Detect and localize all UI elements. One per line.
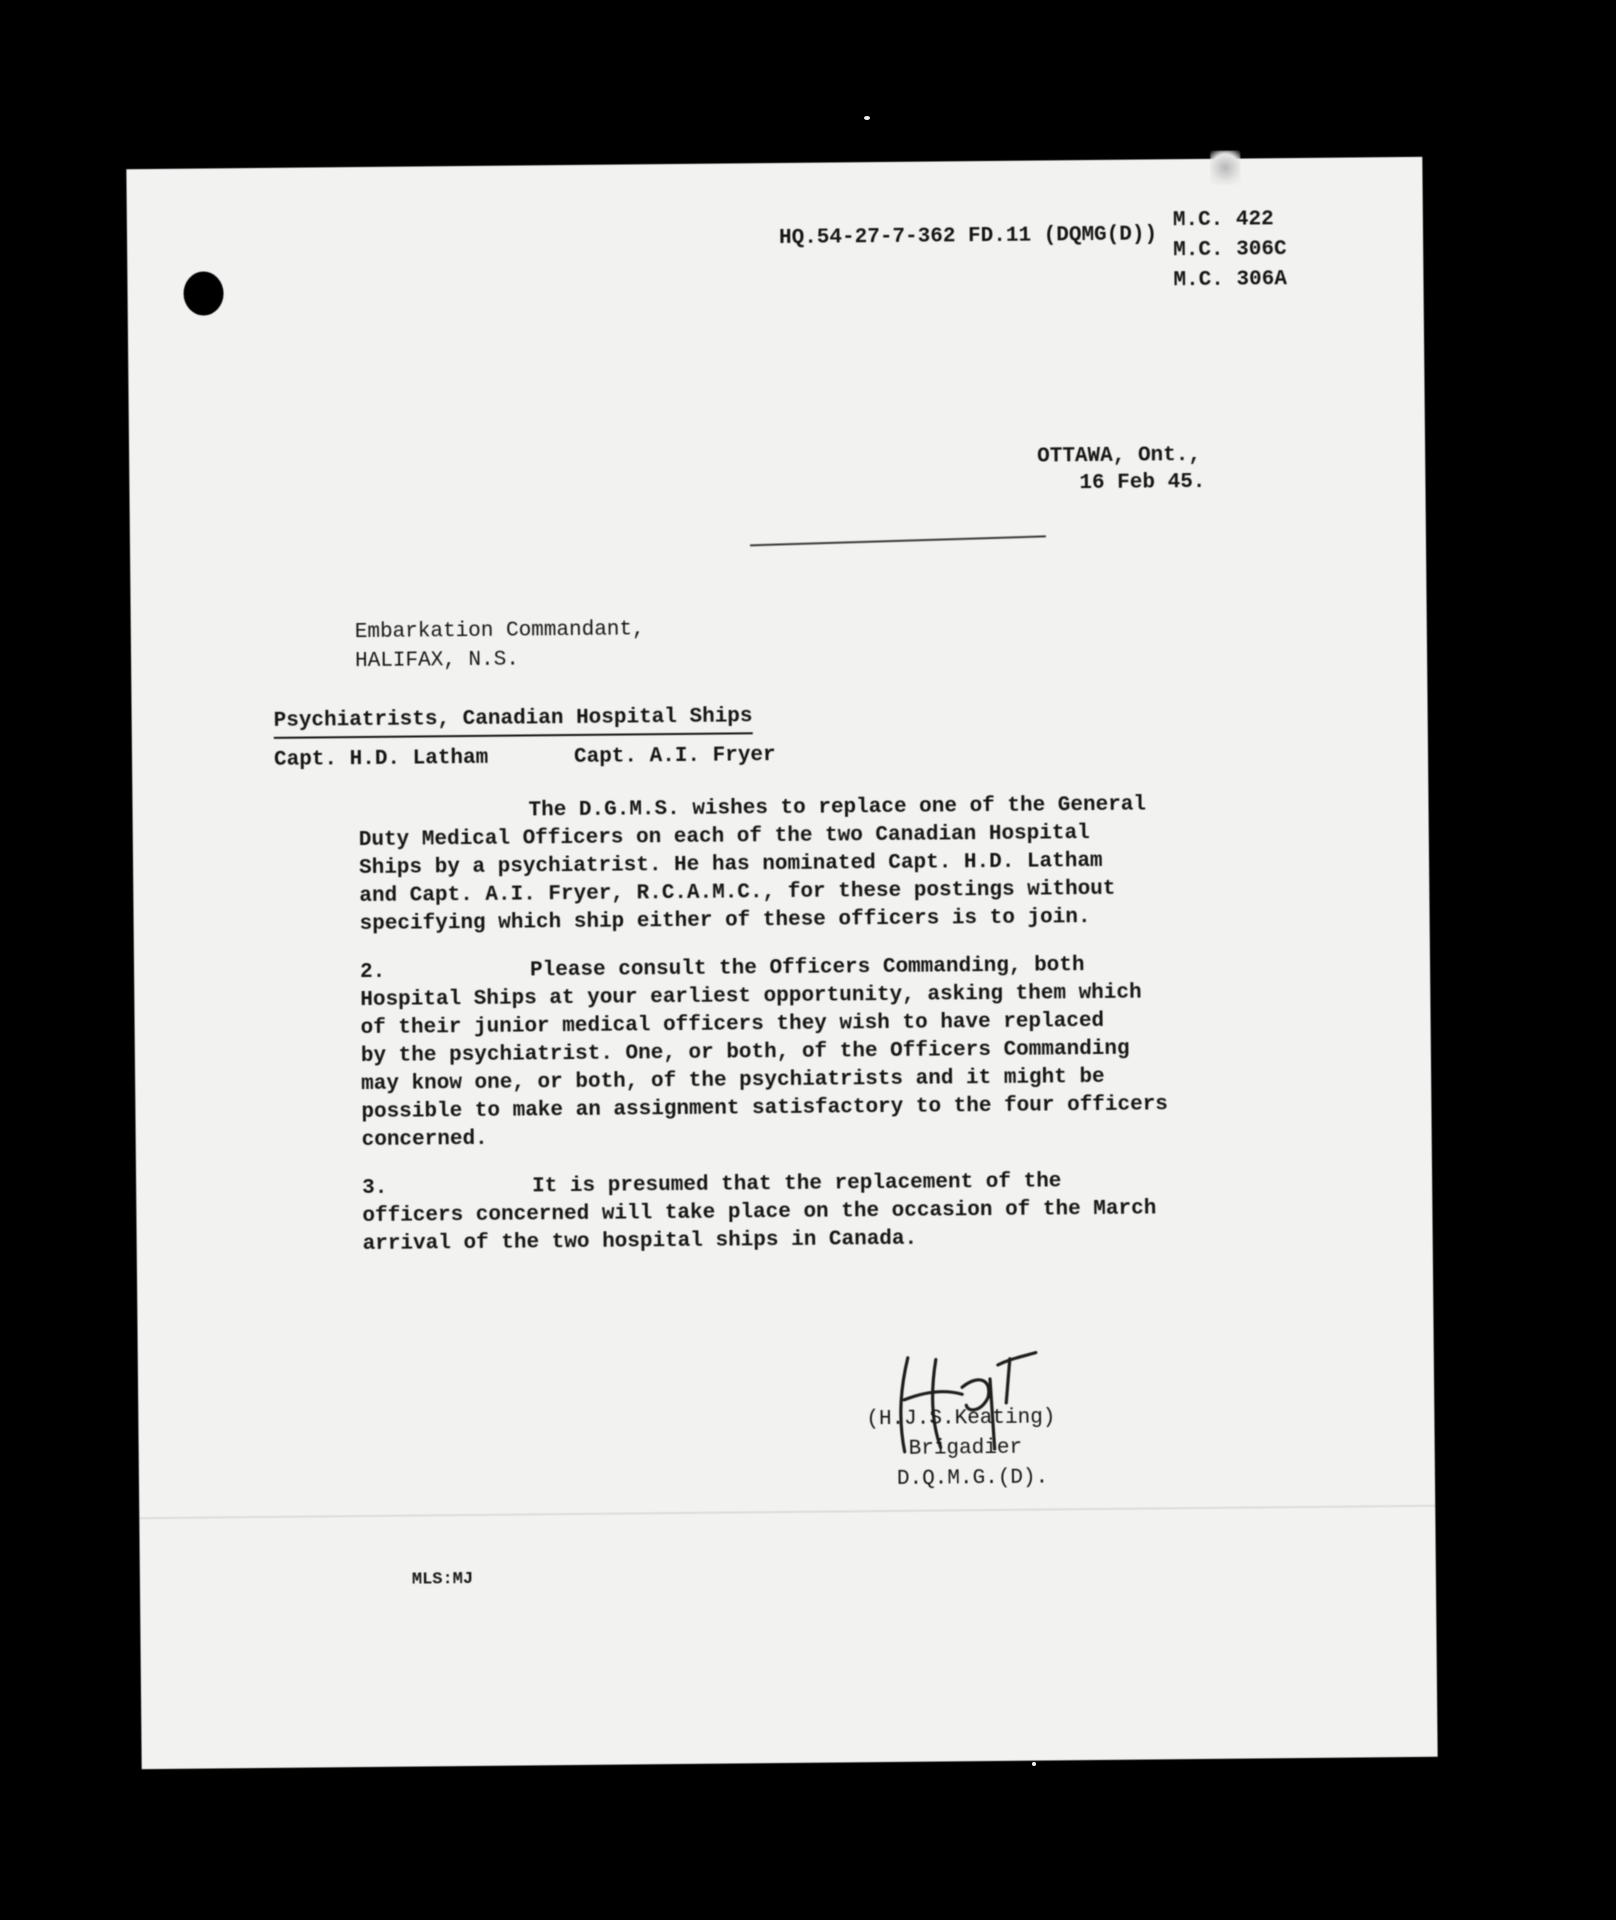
paragraph-3 — [362, 1167, 1169, 1259]
paragraph-line: specifying which ship either of these officers is to join. — [359, 906, 1091, 937]
place: OTTAWA, Ont., — [1037, 443, 1202, 469]
subject-block — [274, 703, 776, 774]
mc-reference: M.C. 422 — [1172, 208, 1274, 233]
paragraph-line: Hospital Ships at your earliest opportunity, asking them which — [360, 981, 1142, 1013]
paragraph-line: of their junior medical officers they wish to have replaced — [360, 1009, 1105, 1041]
paragraph-number: 2. — [359, 960, 386, 985]
mc-reference: M.C. 306C — [1173, 238, 1287, 263]
paragraph-line: and Capt. A.I. Fryer, R.C.A.M.C., for these postings without — [359, 877, 1116, 909]
signature-block — [866, 1404, 1056, 1496]
paragraph-1 — [358, 791, 1166, 939]
paragraph-line: Ships by a psychiatrist. He has nominated Capt. H.D. Latham — [358, 849, 1103, 881]
fold-line — [139, 1505, 1435, 1519]
punch-hole — [183, 271, 223, 315]
paragraph-line: arrival of the two hospital ships in Canada. — [362, 1227, 918, 1257]
paragraph-2 — [360, 951, 1168, 1155]
typist-initials: MLS:MJ — [411, 1569, 474, 1590]
paragraph-line: may know one, or both, of the psychiatrists and it might be — [361, 1065, 1105, 1097]
file-reference: HQ.54-27-7-362 FD.11 (DQMG(D)) — [778, 223, 1158, 250]
date: 16 Feb 45. — [1079, 470, 1206, 496]
paragraph-text: Please consult the Officers Commanding, both — [529, 954, 1085, 983]
paragraph-line: Duty Medical Officers on each of the two Canadian Hospital — [358, 822, 1090, 853]
paragraph-line: officers concerned will take place on the occasion of the March — [362, 1197, 1157, 1229]
mc-reference: M.C. 306A — [1173, 268, 1287, 293]
addressee-line: HALIFAX, N.S. — [354, 648, 520, 674]
scan-speck — [864, 116, 870, 120]
signatory-name: (H.J.S.Keating) — [866, 1406, 1056, 1432]
addressee-block — [355, 616, 645, 677]
subject-name: Capt. H.D. Latham — [273, 746, 489, 772]
paragraph-line: by the psychiatrist. One, or both, of the Officers Commanding — [360, 1037, 1130, 1069]
paragraph-line: possible to make an assignment satisfactory to the four officers — [361, 1093, 1169, 1125]
subject-name: Capt. A.I. Fryer — [573, 744, 776, 769]
corner-smudge — [1210, 151, 1240, 185]
paragraph-number: 3. — [362, 1176, 388, 1201]
scan-speck — [1032, 1762, 1036, 1766]
place-date-block — [1037, 442, 1206, 498]
paragraph-line: concerned. — [361, 1127, 488, 1153]
horizontal-rule — [750, 535, 1046, 546]
signatory-rank: Brigadier — [908, 1436, 1023, 1461]
paragraph-line: The D.G.M.S. wishes to replace one of the General — [528, 793, 1147, 823]
addressee-line: Embarkation Commandant, — [354, 618, 645, 645]
mc-reference-list — [1173, 206, 1287, 297]
subject-title: Psychiatrists, Canadian Hospital Ships — [274, 703, 753, 739]
paragraph-text: It is presumed that the replacement of the — [532, 1170, 1062, 1199]
signatory-title: D.Q.M.G.(D). — [896, 1466, 1049, 1491]
letter-body — [358, 791, 1169, 1279]
letter-page — [126, 157, 1437, 1769]
subject-names — [274, 742, 776, 774]
